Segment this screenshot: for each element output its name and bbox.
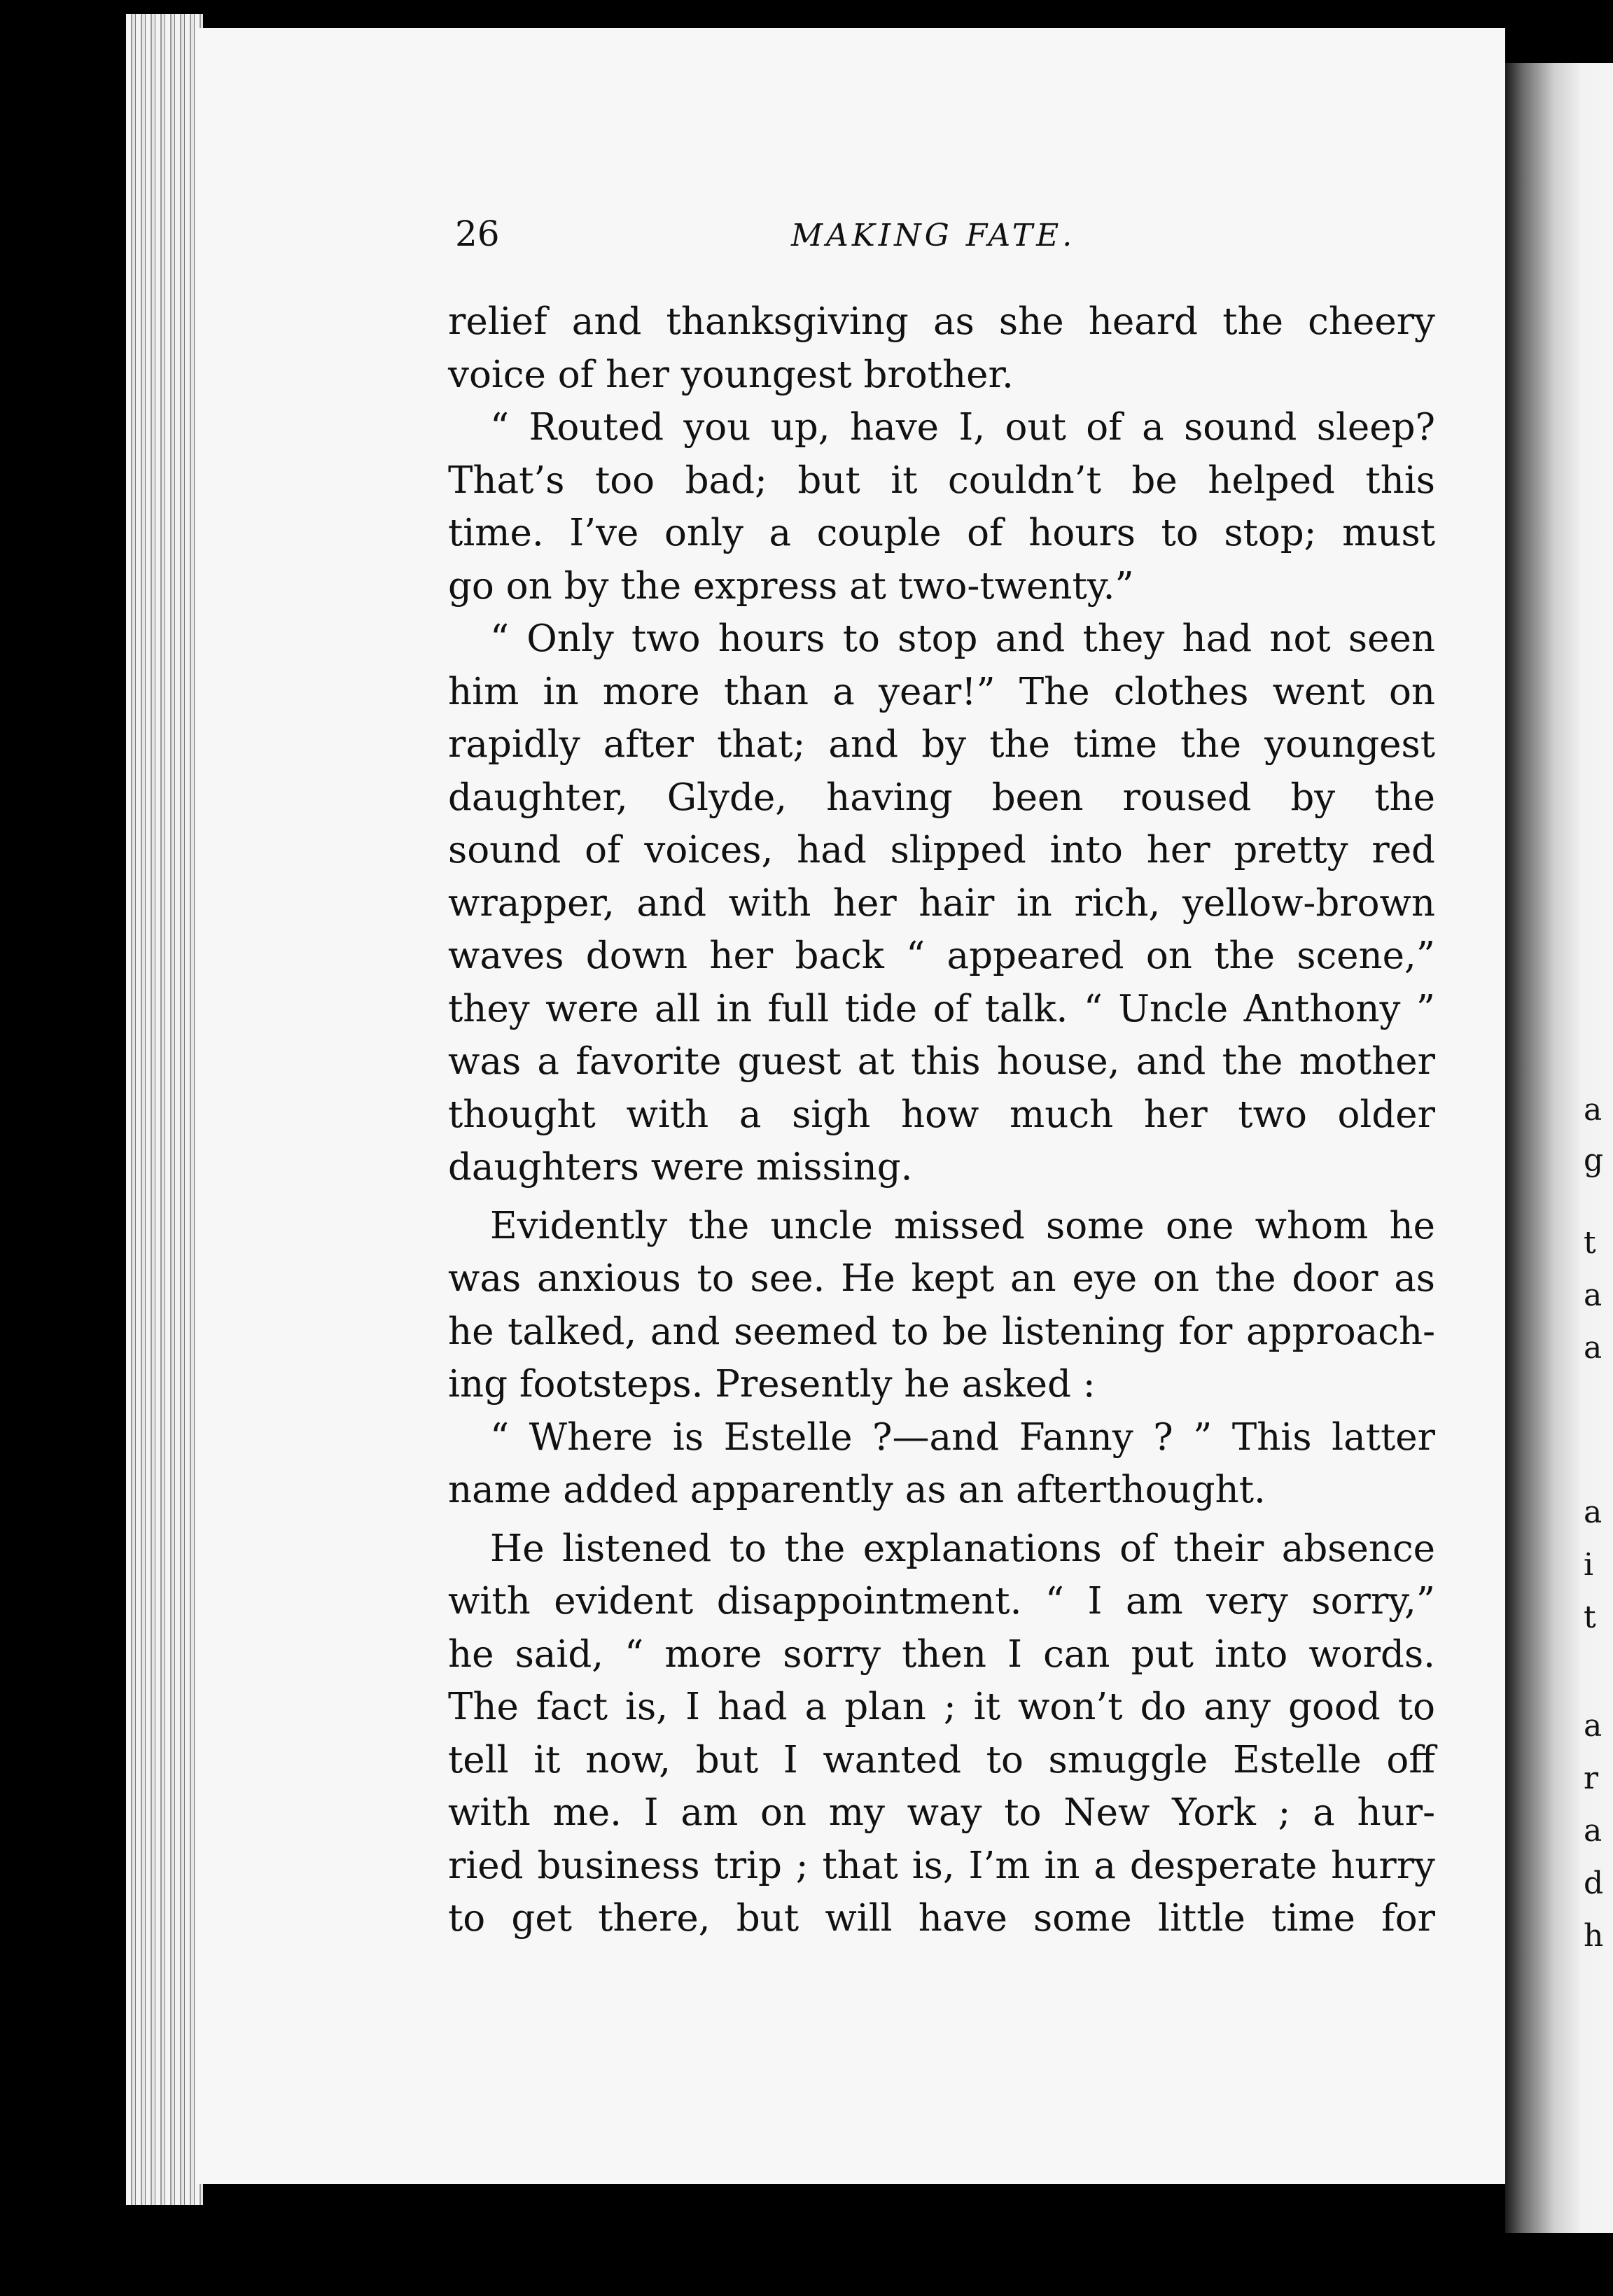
- fragment: g: [1584, 1142, 1604, 1178]
- fragment: a: [1584, 1278, 1602, 1313]
- text-line: ried business trip ; that is, I’m in a desperate hurry: [448, 1844, 1435, 1887]
- text-line: him in more than a year!” The clothes went on: [448, 670, 1435, 713]
- text-line: tell it now, but I wanted to smuggle Estelle off: [448, 1738, 1435, 1782]
- text-line: he said, “ more sorry then I can put into words.: [448, 1632, 1435, 1676]
- text-line: name added apparently as an afterthought.: [448, 1469, 1266, 1511]
- text-line: waves down her back “ appeared on the scene,”: [448, 934, 1435, 977]
- page-number: 26: [455, 214, 500, 254]
- fragment: i: [1584, 1547, 1594, 1583]
- facing-page-fragments: [1584, 0, 1613, 2296]
- text-line: daughters were missing.: [448, 1146, 913, 1189]
- text-line: “ Routed you up, have I, out of a sound sleep?: [490, 406, 1435, 449]
- text-line: rapidly after that; and by the time the youngest: [448, 723, 1435, 766]
- text-line: he talked, and seemed to be listening for approach-: [448, 1310, 1435, 1353]
- fragment: a: [1584, 1708, 1602, 1744]
- text-line: to get there, but will have some little time for: [448, 1897, 1435, 1940]
- fragment: t: [1584, 1225, 1596, 1261]
- fragment: r: [1584, 1760, 1599, 1796]
- text-line: daughter, Glyde, having been roused by the: [448, 776, 1435, 819]
- text-line: wrapper, and with her hair in rich, yellow-brown: [448, 881, 1435, 925]
- fragment: a: [1584, 1330, 1602, 1366]
- page-edges: [126, 14, 203, 2205]
- body-text: [448, 295, 1435, 1945]
- text-line: The fact is, I had a plan ; it won’t do any good to: [448, 1686, 1435, 1728]
- page-header: [455, 214, 1435, 270]
- text-line: with evident disappointment. “ I am very sorry,”: [448, 1580, 1435, 1623]
- text-line: He listened to the explanations of their absence: [490, 1527, 1435, 1570]
- text-line: relief and thanksgiving as she heard the cheery: [448, 300, 1435, 343]
- text-line: “ Where is Estelle ?—and Fanny ? ” This latter: [490, 1415, 1435, 1459]
- text-line: they were all in full tide of talk. “ Uncle Anthony ”: [448, 987, 1435, 1030]
- text-line: with me. I am on my way to New York ; a hur-: [448, 1791, 1435, 1834]
- text-line: That’s too bad; but it couldn’t be helped this: [448, 458, 1435, 502]
- fragment: h: [1584, 1918, 1604, 1954]
- text-line: was a favorite guest at this house, and the mother: [448, 1040, 1435, 1083]
- text-line: go on by the express at two-twenty.”: [448, 564, 1134, 608]
- text-line: voice of her youngest brother.: [448, 353, 1014, 396]
- text-line: Evidently the uncle missed some one whom he: [490, 1204, 1435, 1247]
- running-title: MAKING FATE.: [791, 218, 1076, 253]
- fragment: a: [1584, 1092, 1602, 1128]
- fragment: t: [1584, 1600, 1596, 1635]
- fragment: d: [1584, 1865, 1604, 1901]
- fragment: a: [1584, 1494, 1602, 1530]
- text-line: sound of voices, had slipped into her pretty red: [448, 829, 1435, 872]
- text-line: was anxious to see. He kept an eye on the door as: [448, 1257, 1435, 1300]
- text-line: thought with a sigh how much her two older: [448, 1093, 1435, 1136]
- text-line: time. I’ve only a couple of hours to stop; must: [448, 512, 1435, 554]
- text-line: ing footsteps. Presently he asked :: [448, 1363, 1096, 1406]
- fragment: a: [1584, 1813, 1602, 1849]
- text-line: “ Only two hours to stop and they had not seen: [490, 617, 1435, 660]
